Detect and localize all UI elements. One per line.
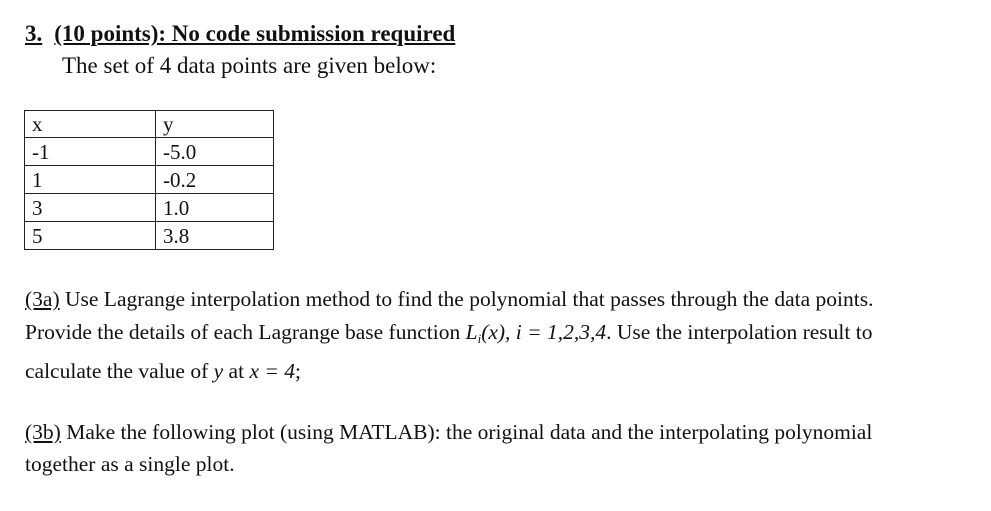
- cell-y: -0.2: [156, 166, 274, 194]
- part-a-line-2: [25, 316, 873, 355]
- part-a-label: (3a): [25, 287, 60, 311]
- cell-y: -5.0: [156, 138, 274, 166]
- lagrange-args: (x), i = 1,2,3,4: [481, 320, 607, 344]
- part-b-label: (3b): [25, 420, 61, 444]
- cell-x: 5: [25, 222, 156, 250]
- lagrange-symbol: L: [465, 320, 478, 344]
- part-a-line3-end: ;: [295, 359, 301, 383]
- intro-text: The set of 4 data points are given below:: [62, 53, 437, 78]
- data-table: [24, 110, 274, 250]
- part-b-line-1: [25, 416, 872, 448]
- cell-y: 3.8: [156, 222, 274, 250]
- cell-y: 1.0: [156, 194, 274, 222]
- part-a-paragraph: [25, 283, 873, 388]
- table-row: [25, 222, 274, 250]
- header-y: y: [156, 111, 274, 138]
- math-y: y: [213, 359, 224, 383]
- header-x: x: [25, 111, 156, 138]
- part-a-line-3: [25, 355, 873, 388]
- cell-x: 1: [25, 166, 156, 194]
- table-row: [25, 194, 274, 222]
- math-x-equals: x = 4: [249, 359, 296, 383]
- question-title: (10 points): No code submission required: [54, 21, 456, 46]
- cell-x: -1: [25, 138, 156, 166]
- question-number: 3.: [25, 21, 43, 46]
- at-word: at: [228, 359, 245, 383]
- table-row: [25, 138, 274, 166]
- part-b-paragraph: [25, 416, 872, 480]
- table-header-row: [25, 111, 274, 138]
- part-b-line1-text: Make the following plot (using MATLAB): the original data and the interpolating polynomial: [66, 420, 873, 444]
- question-heading: [25, 20, 455, 48]
- part-a-line1-text: Use Lagrange interpolation method to find the polynomial that passes through the data points.: [65, 287, 874, 311]
- part-a-line2-start: Provide the details of each Lagrange base function: [25, 320, 461, 344]
- part-a-line-1: [25, 283, 873, 316]
- part-b-line-2: together as a single plot.: [25, 452, 235, 476]
- table-row: [25, 166, 274, 194]
- part-a-line3-start: calculate the value of: [25, 359, 209, 383]
- lagrange-subscript: i: [477, 331, 482, 346]
- cell-x: 3: [25, 194, 156, 222]
- part-a-line2-end: . Use the interpolation result to: [606, 320, 873, 344]
